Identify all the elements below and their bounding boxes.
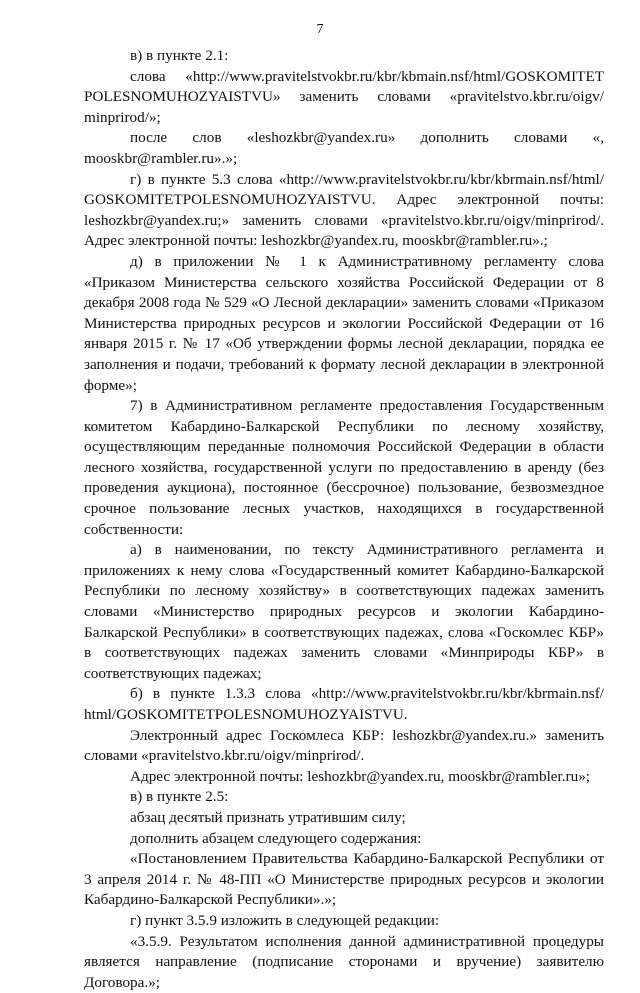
paragraph-g-punkt-5-3: г) в пункте 5.3 слова «http://www.pravitelstvokbr.ru/kbr/kbrmain.nsf/html/ GOSKOMITETPOLESNOMUHOZYAISTVU. Адрес электронной почты: leshozkbr@yandex.ru;» заменить словами «pravitelstvo.kbr.ru/oigv/minprirod/. Адрес электронной почты: leshozkbr@yandex.ru, mooskbr@rambler.ru».; [84, 170, 604, 250]
paragraph-dopolnit-abzacem: дополнить абзацем следующего содержания: [130, 829, 422, 847]
paragraph-abzac-desyatyi: абзац десятый признать утратившим силу; [130, 808, 406, 826]
paragraph-a-naimenovanie: а) в наименовании, по тексту Административного регламента и приложениях к нему слова «Государственный комитет Кабардино-Балкарской Республики по лесному хозяйству» в соответствующих падежах заменить словами «Министерство природных ресурсов и экологии Кабардино-Балкарской Республики» в соответствующих падежах, слова «Госкомлес КБР» в соответствующих падежах заменить словами «Минприроды КБР» в соответствующих падежах; [84, 541, 604, 682]
paragraph-3-5-9-result: «3.5.9. Результатом исполнения данной административной процедуры является направление (подписание сторонами и вручение) заявителю Договора.»; [84, 932, 604, 991]
paragraph-email-address: Адрес электронной почты: leshozkbr@yandex.ru, mooskbr@rambler.ru»; [130, 767, 591, 785]
paragraph-email-addition: после слов «leshozkbr@yandex.ru» дополнить словами «, mooskbr@rambler.ru».»; [84, 129, 604, 167]
document-body [84, 46, 604, 993]
paragraph-g-punkt-3-5-9: г) пункт 3.5.9 изложить в следующей редакции: [130, 911, 440, 929]
paragraph-postanovlenie: «Постановлением Правительства Кабардино-Балкарской Республики от 3 апреля 2014 г. № 48-ПП «О Министерстве природных ресурсов и экологии Кабардино-Балкарской Республики».»; [84, 850, 604, 909]
paragraph-v-punkt-2-5: в) в пункте 2.5: [130, 788, 229, 806]
paragraph-electronic-address: Электронный адрес Госкомлеса КБР: leshozkbr@yandex.ru.» заменить словами «pravitelstvo.kbr.ru/oigv/minprirod/. [84, 726, 604, 765]
paragraph-7-reglament: 7) в Административном регламенте предоставления Государственным комитетом Кабардино-Балкарской Республики по лесному хозяйству, осуществляющим переданные полномочия Российской Федерации в области лесного хозяйства, государственной услуги по предоставлению в аренду (без проведения аукциона), постоянное (бессрочное) пользование, безвозмездное срочное пользование лесных участков, находящихся в государственной собственности: [84, 397, 604, 538]
page-number: 7 [316, 22, 324, 37]
paragraph-url-replacement: слова «http://www.pravitelstvokbr.ru/kbr/kbmain.nsf/html/GOSKOMITET POLESNOMUHOZYAISTVU» заменить словами «pravitelstvo.kbr.ru/oigv/ minprirod/»; [84, 67, 604, 126]
paragraph-b-punkt-1-3-3: б) в пункте 1.3.3 слова «http://www.pravitelstvokbr.ru/kbr/kbrmain.nsf/ html/GOSKOMITETPOLESNOMUHOZYAISTVU. [84, 685, 604, 723]
paragraph-d-prilozhenie-1: д) в приложении № 1 к Административному регламенту слова «Приказом Министерства сельского хозяйства Российской Федерации от 8 декабря 2008 года № 529 «О Лесной декларации» заменить словами «Приказом Министерства природных ресурсов и экологии Российской Федерации от 16 января 2015 г. № 17 «Об утверждении формы лесной декларации, порядка ее заполнения и подачи, требований к формату лесной декларации в электронной форме»; [84, 252, 604, 394]
paragraph-v-punkt-2-1: в) в пункте 2.1: [130, 47, 229, 64]
